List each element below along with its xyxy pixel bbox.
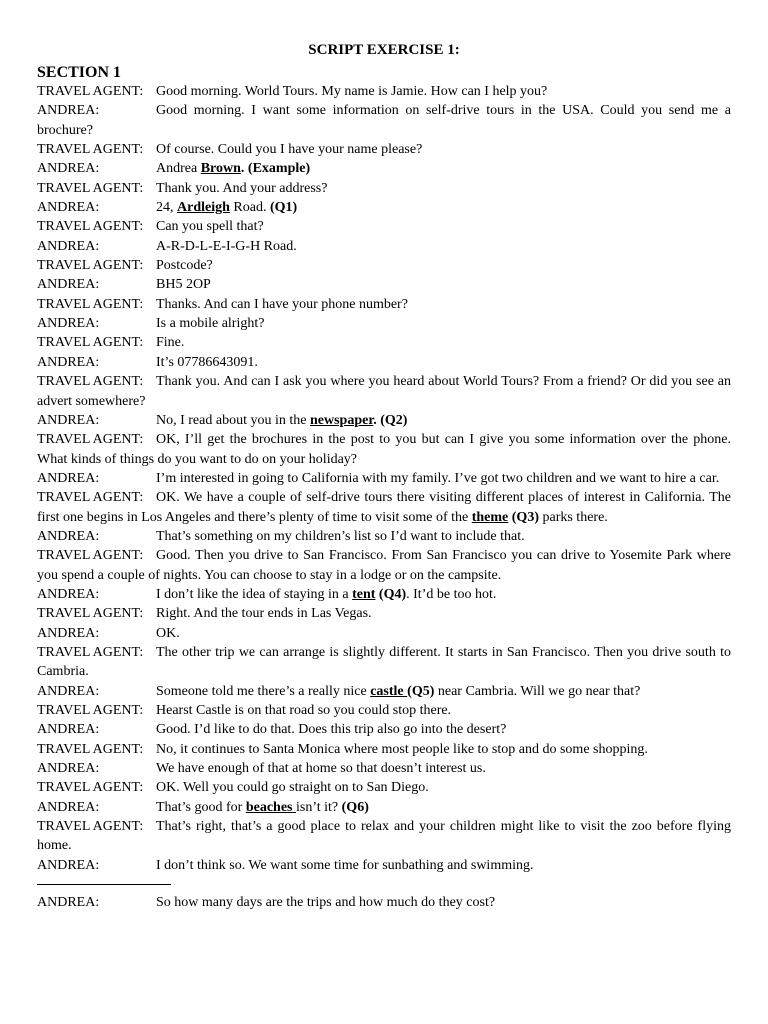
dialogue-line (37, 488, 731, 527)
speaker-label: ANDREA: (37, 200, 100, 216)
dialogue-line (37, 256, 731, 275)
speaker-label: TRAVEL AGENT: (37, 335, 144, 351)
speaker-label: TRAVEL AGENT: (37, 703, 144, 718)
dialogue-line (37, 333, 731, 352)
dialogue-text: Good. I’d like to do that. Does this trip also go into the desert? (156, 722, 507, 738)
speaker-label: ANDREA: (37, 277, 100, 293)
dialogue-text: isn’t it? (296, 799, 342, 815)
dialogue-line (37, 295, 731, 314)
speaker-label: ANDREA: (37, 857, 100, 873)
answer-word: castle (370, 683, 408, 699)
dialogue-text: Fine. (156, 335, 185, 351)
speaker-label: TRAVEL AGENT: (37, 219, 144, 235)
dialogue-script (37, 82, 731, 912)
speaker-label: TRAVEL AGENT: (37, 296, 144, 312)
dialogue-text: It’s 07786643091. (156, 354, 258, 370)
speaker-label: ANDREA: (37, 625, 100, 641)
dialogue-text: That’s right, that’s a good place to relax and your children might like to visit the zoo before flying home. (37, 819, 731, 854)
dialogue-text: OK, I’ll get the brochures in the post to you but can I give you some information over the phone. What kinds of things do you want to do on your holiday? (37, 432, 731, 467)
separator-rule (37, 884, 171, 885)
dialogue-line (37, 893, 731, 912)
dialogue-line (37, 817, 731, 856)
speaker-label: TRAVEL AGENT: (37, 374, 144, 390)
speaker-label: TRAVEL AGENT: (37, 780, 144, 796)
dialogue-line (37, 546, 731, 585)
speaker-label: TRAVEL AGENT: (37, 84, 144, 99)
dialogue-text: . (Example) (240, 161, 311, 177)
dialogue-text: No, it continues to Santa Monica where most people like to stop and do some shopping. (156, 741, 648, 757)
dialogue-line (37, 720, 731, 739)
section-heading: SECTION 1 (37, 64, 122, 81)
dialogue-line (37, 101, 731, 140)
dialogue-text: . (Q2) (373, 412, 408, 428)
dialogue-text: (Q6) (341, 799, 369, 815)
dialogue-line (37, 179, 731, 198)
dialogue-line (37, 624, 731, 643)
dialogue-text: Thank you. And your address? (156, 180, 328, 196)
answer-word: Ardleigh (177, 200, 230, 216)
dialogue-line (37, 237, 731, 256)
dialogue-line (37, 798, 731, 817)
dialogue-line (37, 527, 731, 546)
dialogue-text: OK. (156, 625, 180, 641)
dialogue-line (37, 778, 731, 797)
speaker-label: TRAVEL AGENT: (37, 741, 144, 757)
dialogue-line (37, 585, 731, 604)
dialogue-text: Right. And the tour ends in Las Vegas. (156, 606, 372, 622)
dialogue-text: Postcode? (156, 258, 213, 274)
speaker-label: ANDREA: (37, 316, 100, 332)
dialogue-text: No, I read about you in the (156, 412, 310, 428)
dialogue-text: A-R-D-L-E-I-G-H Road. (156, 238, 297, 254)
dialogue-line (37, 411, 731, 430)
dialogue-text: Andrea (156, 161, 201, 177)
dialogue-text: So how many days are the trips and how much do they cost? (156, 895, 496, 911)
speaker-label: ANDREA: (37, 161, 100, 177)
speaker-label: ANDREA: (37, 799, 100, 815)
speaker-label: TRAVEL AGENT: (37, 644, 144, 660)
answer-word: beaches (245, 799, 296, 815)
dialogue-text: Thanks. And can I have your phone number? (156, 296, 408, 312)
dialogue-line (37, 643, 731, 682)
dialogue-line (37, 159, 731, 178)
dialogue-text: 24, (156, 200, 177, 216)
speaker-label: TRAVEL AGENT: (37, 606, 144, 622)
dialogue-line (37, 217, 731, 236)
dialogue-text: (Q3) (508, 509, 539, 525)
dialogue-text: Good. Then you drive to San Francisco. From San Francisco you can drive to Yosemite Park where you spend a couple of nights. You can choose to stay in a lodge or on the campsite. (37, 548, 731, 583)
dialogue-text: The other trip we can arrange is slightly different. It starts in San Francisco. Then you drive south to Cambria. (37, 644, 731, 680)
dialogue-text: Hearst Castle is on that road so you could stop there. (156, 703, 452, 718)
speaker-label: ANDREA: (37, 354, 100, 370)
dialogue-line (37, 372, 731, 411)
dialogue-line (37, 856, 731, 875)
dialogue-text: That’s good for (156, 799, 246, 815)
speaker-label: TRAVEL AGENT: (37, 258, 144, 274)
dialogue-text: That’s something on my children’s list so I’d want to include that. (156, 528, 525, 544)
page-title: SCRIPT EXERCISE 1: (308, 42, 460, 58)
speaker-label: ANDREA: (37, 722, 100, 738)
dialogue-line (37, 682, 731, 701)
answer-word: tent (352, 586, 376, 602)
answer-word: theme (471, 509, 509, 525)
speaker-label: ANDREA: (37, 895, 100, 911)
dialogue-text: Can you spell that? (156, 219, 264, 235)
speaker-label: ANDREA: (37, 586, 100, 602)
speaker-label: ANDREA: (37, 761, 100, 777)
dialogue-text: Of course. Could you I have your name please? (156, 142, 423, 158)
dialogue-text: BH5 2OP (156, 277, 211, 293)
speaker-label: TRAVEL AGENT: (37, 142, 144, 158)
dialogue-line (37, 140, 731, 159)
dialogue-line (37, 430, 731, 469)
speaker-label: ANDREA: (37, 412, 100, 428)
speaker-label: ANDREA: (37, 683, 100, 699)
dialogue-text: OK. We have a couple of self-drive tours there visiting different places of interest in California. The first one begins in Los Angeles and there’s plenty of time to visit some of the (37, 490, 731, 525)
dialogue-line (37, 701, 731, 720)
dialogue-text: OK. Well you could go straight on to San Diego. (156, 780, 429, 796)
speaker-label: ANDREA: (37, 528, 100, 544)
dialogue-text: I don’t think so. We want some time for sunbathing and swimming. (156, 857, 534, 873)
dialogue-line (37, 314, 731, 333)
dialogue-line (37, 740, 731, 759)
dialogue-line (37, 604, 731, 623)
dialogue-text: (Q1) (269, 200, 298, 216)
speaker-label: TRAVEL AGENT: (37, 180, 144, 196)
dialogue-line (37, 82, 731, 101)
dialogue-text: I’m interested in going to California with my family. I’ve got two children and we want to hire a car. (156, 470, 720, 486)
dialogue-text: (Q5) (407, 683, 435, 699)
dialogue-text: . It’d be too hot. (406, 586, 497, 602)
answer-word: newspaper (309, 412, 374, 428)
dialogue-line (37, 759, 731, 778)
dialogue-text: Is a mobile alright? (156, 316, 265, 332)
answer-word: Brown (200, 161, 241, 177)
dialogue-text: (Q4) (375, 586, 407, 602)
dialogue-text: Good morning. World Tours. My name is Jamie. How can I help you? (156, 84, 548, 99)
dialogue-line (37, 198, 731, 217)
dialogue-text: Thank you. And can I ask you where you heard about World Tours? From a friend? Or did you see an advert somewhere? (37, 374, 731, 409)
dialogue-text: Someone told me there’s a really nice (156, 683, 371, 699)
dialogue-line (37, 353, 731, 372)
speaker-label: TRAVEL AGENT: (37, 819, 144, 835)
dialogue-line (37, 469, 731, 488)
speaker-label: TRAVEL AGENT: (37, 432, 144, 448)
dialogue-line (37, 275, 731, 294)
dialogue-text: Road. (229, 200, 270, 216)
dialogue-text: parks there. (538, 509, 608, 525)
dialogue-text: We have enough of that at home so that doesn’t interest us. (156, 761, 486, 777)
dialogue-text: Good morning. I want some information on self-drive tours in the USA. Could you send me a brochure? (37, 103, 731, 138)
dialogue-text: I don’t like the idea of staying in a (156, 586, 353, 602)
speaker-label: ANDREA: (37, 103, 100, 119)
speaker-label: ANDREA: (37, 238, 100, 254)
speaker-label: TRAVEL AGENT: (37, 548, 144, 564)
speaker-label: TRAVEL AGENT: (37, 490, 144, 506)
dialogue-text: near Cambria. Will we go near that? (434, 683, 641, 699)
speaker-label: ANDREA: (37, 470, 100, 486)
